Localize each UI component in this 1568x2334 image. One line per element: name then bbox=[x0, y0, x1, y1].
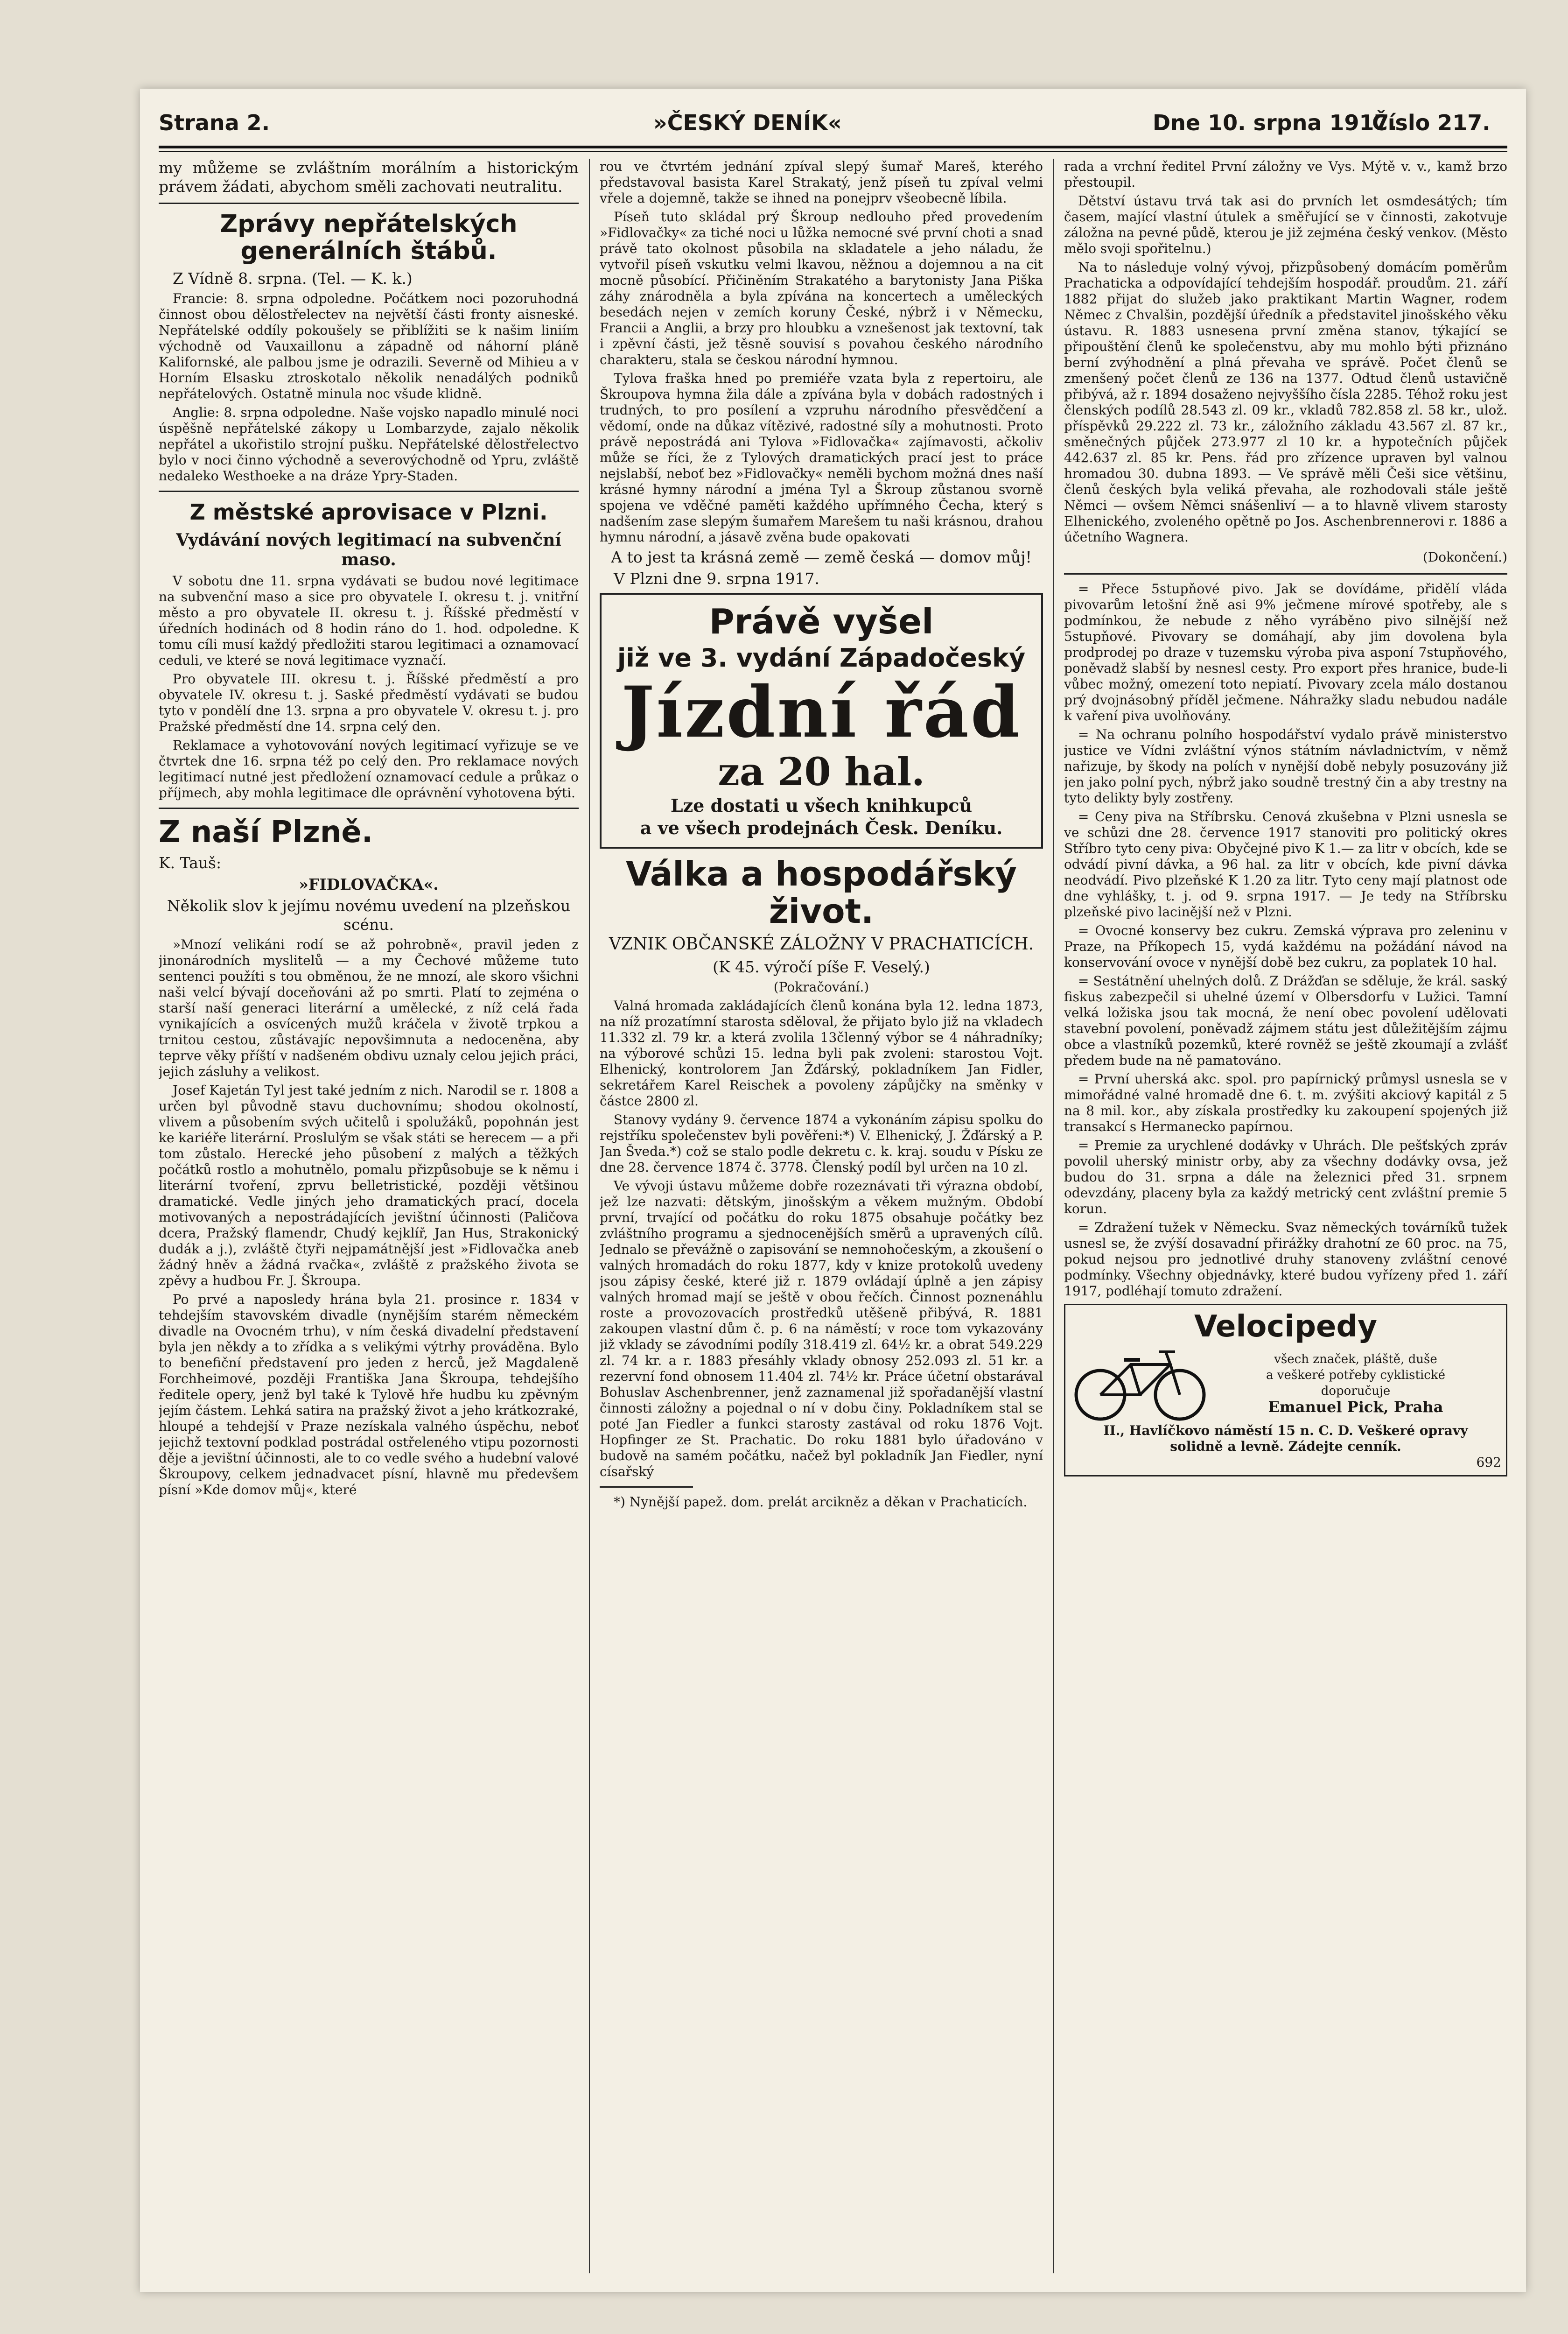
column-3 bbox=[1064, 159, 1507, 2273]
paragraph: Pro obyvatele III. okresu t. j. Říšské předměstí a pro obyvatele IV. okresu t. j. Saské předměstí vydávati se budou tyto v pondělí dne 13. srpna a pro obyvatele V. okresu t. j. pro Pražské předměstí dne 14. srpna celý den. bbox=[159, 671, 579, 734]
paragraph: Reklamace a vyhotovování nových legitimací vyřizuje se ve čtvrtek dne 16. srpna též po celý den. Pro reklamace nových legitimací nutné jest předložení oznamovací cedule a průkaz o příjmech, aby mohla legitimace dle oprávnění vyhotovena býti. bbox=[159, 738, 579, 801]
divider bbox=[159, 203, 579, 204]
header-rule bbox=[159, 146, 1507, 148]
column-1 bbox=[159, 159, 579, 2273]
news-item: = Přece 5stupňové pivo. Jak se dovídáme, přidělí vláda pivovarům letošní žně asi 9% ječmene mírové spotřeby, ale s podmínkou, že nebude z něho vyráběno pivo silnější než 5stupňové. Pivovary se domáhají, aby jim dovolena byla prodprodej po draze v tuzemsku výroba piva asponí 7stupňového, poněvadž slabší by nesnesl cesty. Pro export přes hranice, bude-li vůbec možný, omezení toto nepiatí. Pivovary zcela málo dostanou prý dvojnásobný příděl ječmene. Náhražky sladu nebudou nadále k vaření piva uvolňovány. bbox=[1064, 581, 1507, 724]
news-item: = První uherská akc. spol. pro papírnický průmysl usnesla se v mimořádné valné hromadě dne 6. t. m. zvýšiti akciový kapitál z 5 na 8 mil. kor., aby získala prostředky ku zakoupení spojených již transakcí s Hermanecko papírnou. bbox=[1064, 1071, 1507, 1134]
divider bbox=[159, 491, 579, 492]
ad-title: Velocipedy bbox=[1194, 1309, 1377, 1344]
verse: A to jest ta krásná země — země česká — domov můj! bbox=[611, 548, 1032, 566]
paragraph: Po prvé a naposledy hrána byla 21. prosince r. 1834 v tehdejším stavovském divadle (nynějším starém německém divadle na Ovocném trhu), v ním česká divadelní představení byla jen někdy a to zřídka a s velikými výtrhy prováděna. Bylo to benefiční představení pro jeden z herců, jež Magdaleně Forchheimové, později Františka Jana Škroupa, tehdejšího ředitele opery, jenž byl také k Tylově hře hudbu ku zpěvným jejím částem. Lehká satira na pražský život a jeho krátkozraké, hloupé a tehdejší v Praze nezískala valného úspěchu, neboť jejichž textovní podklad postrádal ostřeleného vtipu pozornosti děje a jevištní účinnosti, ale to co vedle svého a hudební valové Škroupovy, celkem jednadvacet písní, hlavně mu předevšem písní »Kde domov můj«, které bbox=[159, 1292, 579, 1497]
paragraph: rada a vrchní ředitel První záložny ve Vys. Mýtě v. v., kamž brzo přestoupil. bbox=[1064, 159, 1507, 190]
article-title: VZNIK OBČANSKÉ ZÁLOŽNY V PRACHATICÍCH. bbox=[609, 935, 1034, 954]
news-item: = Premie za urychlené dodávky v Uhrách. Dle pešťských zpráv povolil uherský ministr orby, aby za všechny dodávky ovsa, jež budou do 31. srpna a dále na železnici před 31. srpnem odevzdány, placeny byla za každý metrický cent zvláštní premie 5 korun. bbox=[1064, 1138, 1507, 1216]
news-item: = Ceny piva na Stříbrsku. Cenová zkušebna v Plzni usnesla se ve schůzi dne 28. července 1917 stanoviti pro politický okres Stříbro tyto ceny piva: Obyčejné pivo K 1.— za litr v obcích, kde se odvádí pivní dávka, a 96 hal. za litr v obcích, kde pivní dávka neodvádí. Pivo plzeňské K 1.20 za litr. Tyto ceny mají platnost ode dne vyhlášky, t. j. od 9. srpna 1917. — Je tedy na Stříbrsku plzeňské pivo lacinější než v Plzni. bbox=[1064, 809, 1507, 920]
news-item: = Zdražení tužek v Německu. Svaz německých továrníků tužek usnesl se, že zvýší dosavadní přirážky drahotní ze 60 proc. na 75, pokud nejsou pro jednotlivé druhy stanoveny zvláštní cenové podmínky. Všechny objednávky, které budou vyřízeny před 1. září 1917, podléhají tomuto zdražení. bbox=[1064, 1220, 1507, 1299]
section-title: Z naší Plzně. bbox=[159, 815, 373, 850]
section-title: Válka a hospodářský život. bbox=[625, 854, 1017, 931]
paragraph: Anglie: 8. srpna odpoledne. Naše vojsko napadlo minulé noci úspěšně nepřátelské zákopy u Lombarzyde, zajalo několik nepřátel a ukořistilo strojní pušku. Nepřátelské dělostřelectvo bylo v noci činno východně a severovýchodně od Ypru, zvláště nedaleko Westhoeke a na dráze Ypry-Staden. bbox=[159, 405, 579, 484]
page-number: Strana 2. bbox=[159, 110, 270, 135]
section-title: Zprávy nepřátelských generálních štábů. bbox=[220, 210, 518, 265]
paragraph: V sobotu dne 11. srpna vydávati se budou nové legitimace na subvenční maso a sice pro obyvatele I. okresu t. j. vnitřní město a pro obyvatele II. okresu t. j. Říšské předměstí v úředních hodinách od 8 hodin ráno do 1. hod. odpoledne. K tomu cíli musí každý předložiti starou legitimaci a oznamovací ceduli, ve které se nová legitimace vyznačí. bbox=[159, 573, 579, 668]
ad-line: solidně a levně. Zádejte cenník. bbox=[1170, 1439, 1401, 1454]
continuation-mark: (Dokončení.) bbox=[1422, 549, 1507, 565]
news-item: = Na ochranu polního hospodářství vydalo právě ministerstvo justice ve Vídni zvláštní výnos státním návladnictvím, v němž nařizuje, by škody na polích v nynější době nebyly posuzovány již jen jako polní pych, nýbrž jako soudně trestný čin a aby trestny na tyto delikty byly zostřeny. bbox=[1064, 727, 1507, 806]
news-item: = Ovocné konservy bez cukru. Zemská výprava pro zeleninu v Praze, na Příkopech 15, vydá každému na požádání návod na konservování ovoce v nynější době bez cukru, za poplatek 10 hal. bbox=[1064, 923, 1507, 970]
paragraph: Ve vývoji ústavu můžeme dobře rozeznávati tři výrazna období, jež lze nazvati: dětským, jinošským a věkem mužným. Období první, trvající od počátku do roku 1875 obsahuje počátky bez zvláštního programu a sjednocenějších směrů a upravených cílů. Jednalo se převážně o zapisování se nemnohočeským, a zkoušení o valných hromadách do roku 1877, kdy v knize protokolů uvedeny jsou zápisy české, které již r. 1879 ovládají úplně a jen zápisy valných hromad mají se ještě v obou řečích. Činnost poznenáhlu roste a provozovacích prostředků utěšeně přibývá, R. 1881 zakoupen vlastní dům č. p. 6 na náměstí; v roce tom vykazovány již vklady se závodními podíly 318.419 zl. 64½ kr. a obrat 549.229 zl. 74 kr. a r. 1883 přesáhly vklady obnosy 252.093 zl. 51 kr. a rezervní fond obnosem 11.404 zl. 74½ kr. Práce účetní obstarával Bohuslav Aschenbrenner, jenž zaznamenal již spořadanější vlastní činnosti záložny a pojednal o ní v dobu činy. Pokladníkem stal se poté Jan Fiedler a funkci starosty zastával od roku 1876 Vojt. Hopfinger ze St. Prachatic. Do roku 1881 bylo úřadováno v budově na samém počátku, načež byl pokladník Jan Fiedler, nyní císařský bbox=[600, 1178, 1043, 1479]
place-date: V Plzni dne 9. srpna 1917. bbox=[614, 569, 819, 588]
paragraph: Josef Kajetán Tyl jest také jedním z nich. Narodil se r. 1808 a určen byl původně stavu duchovnímu; shodou okolností, vlivem a působením svých učitelů i spolužáků, popohnán jest ke kariéře literární. Proslulým se však státi se herecem — a při tom zůstalo. Herecké jeho působení z malých a těžkých počátků rostlo a mohutnělo, pomalu přizpůsobuje se k němu i literární tvoření, zprvu belletristické, později většinou dramatické. Vedle jiných jeho dramatických prací, docela motivovaných a nepostrádajících jevištní účinnosti (Paličova dcera, Pražský flamendr, Chudý kejklíř, Jan Hus, Strakonický dudák a j.), zvláště čtyři nejpamátnější jest »Fidlovačka aneb žádný hněv a žádná rvačka«, zvláště z pražského života se zpěvy a hudbou Fr. J. Škroupa. bbox=[159, 1083, 579, 1288]
ad-number: 692 bbox=[1476, 1455, 1501, 1470]
paragraph: rou ve čtvrtém jednání zpíval slepý šumař Mareš, kterého představoval basista Karel Strakatý, jenž píseň tu zpíval velmi vřele a dojemně, takže se ihned na ponejprv všeobecně líbila. bbox=[600, 159, 1043, 206]
newspaper-page bbox=[140, 89, 1526, 2292]
footnote-rule bbox=[600, 1486, 693, 1488]
masthead: »ČESKÝ DENÍK« bbox=[653, 110, 842, 135]
ad-line: II., Havlíčkovo náměstí 15 n. C. D. Veškeré opravy bbox=[1103, 1423, 1468, 1438]
issue-number: Číslo 217. bbox=[1372, 110, 1491, 135]
divider bbox=[1064, 573, 1507, 575]
column-divider bbox=[1053, 159, 1054, 2273]
ad-advertiser: Emanuel Pick, Praha bbox=[1268, 1398, 1443, 1416]
column-divider bbox=[589, 159, 590, 2273]
paragraph: Francie: 8. srpna odpoledne. Počátkem noci pozoruhodná činnost obou dělostřelectev na největší části fronty aisneské. Nepřátelské oddíly pokoušely se přiblížiti se k našim liniím východně od Vauxaillonu a západně od náhorní pláně Kalifornské, ale palbou jsme je odrazili. Severně od Mihieu a v Horním Elsasku ztroskotalo několik nenadálých podniků nepřátelových. Ostatně minula noc všude klidně. bbox=[159, 291, 579, 401]
ad-line: Lze dostati u všech knihkupců bbox=[670, 795, 973, 816]
dateline: Z Vídně 8. srpna. (Tel. — K. k.) bbox=[173, 269, 413, 288]
bicycle-advertisement bbox=[1064, 1304, 1507, 1476]
article-title: »FIDLOVAČKA«. bbox=[299, 875, 439, 893]
issue-date: Dne 10. srpna 1917. bbox=[1153, 110, 1397, 135]
paragraph: Píseň tuto skládal prý Škroup nedlouho před provedením »Fidlovačky« za tiché noci u lůžka nemocné své první choti a snad právě tato okolnost působila na skladatele a jeho náladu, že vytvořil píseň vskutku velmi lkavou, něžnou a dojemnou a na cit mocně působící. Přičiněním Strakatého a barytonisty Jana Piška záhy znárodněla a byla zpívána na koncertech a uměleckých besedách nejen v zemích koruny České, nýbrž i v Německu, Francii a Anglii, a brzy pro hloubku a vznešenost jak textovní, tak i zpěvní části, jež těsně souvisí s povahou českého národního charakteru, stala se českou národní hymnou. bbox=[600, 209, 1043, 367]
article-subtitle: (K 45. výročí píše F. Veselý.) bbox=[713, 958, 930, 976]
paragraph: Tylova fraška hned po premiéře vzata byla z repertoiru, ale Škroupova hymna žila dále a zpívána byla v dobách radostných i trudných, to pro posílení a vzpruhu národního přesvědčení a vědomí, onde na důkaz vítězivé, radostné síly a mohutnosti. Proto právě nepostrádá ani Tylova »Fidlovačka« zajímavosti, ačkoliv může se říci, že z Tylových dramatických prací jest to práce nejslabší, neboť bez »Fidlovačky« neměli bychom možná dnes naší krásné hymny národní a jména Tyl a Škroup zůstanou svorně spojena ve vděčné paměti každého upřímného Čecha, který s nadšením zase slepým šumařem Marešem tu naši krásnou, drahou hymnu národní, a jásavě zvěna bude opakovati bbox=[600, 371, 1043, 545]
ad-title: Jízdní řád bbox=[621, 671, 1022, 753]
ad-line: a veškeré potřeby cyklistické bbox=[1266, 1368, 1445, 1382]
page-header bbox=[159, 105, 1507, 143]
author: K. Tauš: bbox=[159, 854, 222, 872]
article-subtitle: Několik slov k jejímu novému uvedení na plzeňskou scénu. bbox=[167, 897, 571, 934]
paragraph: my můžeme se zvláštním morálním a historickým právem žádati, abychom směli zachovati neutralitu. bbox=[159, 159, 579, 196]
section-title: Z městské aprovisace v Plzni. bbox=[189, 499, 548, 525]
ad-headline: Právě vyšel bbox=[709, 602, 934, 642]
column-2 bbox=[600, 159, 1043, 2273]
timetable-advertisement bbox=[600, 593, 1043, 849]
paragraph: Dětství ústavu trvá tak asi do prvních let osmdesátých; tím časem, mající vlastní útulek a směřující se v činnosti, zakotvuje záložna na pevné půdě, kterou je již zejména český venkov. (Město mělo svoji spořitelnu.) bbox=[1064, 193, 1507, 256]
continuation-note: (Pokračování.) bbox=[773, 979, 869, 995]
bicycle-icon bbox=[1070, 1343, 1210, 1423]
paragraph: Stanovy vydány 9. července 1874 a vykonáním zápisu spolku do rejstříku společenstev byli pověřeni:*) V. Elhenický, J. Žďárský a P. Jan Šveda.*) což se stalo podle dekretu c. k. kraj. soudu v Písku ze dne 28. července 1874 č. 3778. Členský podíl byl určen na 10 zl. bbox=[600, 1112, 1043, 1175]
paragraph: Valná hromada zakládajících členů konána byla 12. ledna 1873, na níž prozatímní starosta sděloval, že přijato bylo již na vkladech 11.332 zl. 79 kr. a která zvolila 13členný výbor se 4 náhradníky; na výborové schůzi 15. ledna byli pak zvoleni: starostou Vojt. Elhenický, kontrolorem Jan Žďárský, pokladníkem Jan Fidler, sekretářem Karel Reischek a povoleny zápůjčky na směnky v částce 2800 zl. bbox=[600, 998, 1043, 1109]
news-item: = Sestátnění uhelných dolů. Z Drážďan se sděluje, že král. saský fiskus zabezpečil si uhelné území v Olbersdorfu v Lužici. Tamní velká ložiska jsou tak mocná, že není obec povolení udělovati stavební povolení, poněvadž zájmem státu jest důležitějším zájmu obce a vlastníků pozemků, které rovněž se ještě zkoumají a zvlášť předem bude na ně pamatováno. bbox=[1064, 973, 1507, 1068]
ad-line: již ve 3. vydání Západočeský bbox=[617, 643, 1026, 673]
footnote: *) Nynější papež. dom. prelát arcikněz a děkan v Prachaticích. bbox=[614, 1494, 1028, 1510]
header-rule-thin bbox=[159, 151, 1507, 152]
ad-line: všech značek, pláště, duše bbox=[1274, 1352, 1437, 1366]
ad-line: a ve všech prodejnách Česk. Deníku. bbox=[640, 817, 1003, 838]
paragraph: »Mnozí velikáni rodí se až pohrobně«, pravil jeden z jinonárodních myslitelů — a my Čechové můžeme tuto sentenci použíti s tou obměnou, že ne mnozí, ale skoro všichni naši velcí bývají doceňováni až po smrti. Platí to zejména o starší naší generaci literární a umělecké, z níž celá řada vynikajících a osvícených mužů kráčela v životě trpkou a trnitou cestou, zůstávajíc nepovšimnuta a nedoceněna, aby teprve věky příští v nadšeném obdivu uznaly celou jejich práci, jejich zásluhy a velikost. bbox=[159, 937, 579, 1079]
paragraph: Na to následuje volný vývoj, přizpůsobený domácím poměrům Prachaticka a odpovídající tehdejším hospodář. proudům. 21. září 1882 přijat do služeb jako praktikant Martin Wagner, rodem Němec z Chvalšin, pozdější úředník a představitel jinošského věku ústavu. R. 1883 usnesena první změna stanov, týkající se připouštění členů ke společenstvu, aby mu mohlo býti přiznáno berní zvýhodnění a plná převaha ve správě. Počet členů se zmenšený počet členů ze 136 na 1377. Odtud členů ustavičně přibývá, až r. 1894 dosaženo nejvyššího čísla 2285. Téhož roku jest členských podílů 28.543 zl. 09 kr., vkladů 782.858 zl. 58 kr., ulož. příspěvků 29.222 zl. 73 kr., záložního základu 43.567 zl. 87 kr., směnečných půjček 273.977 zl 10 kr. a hypotečních půjček 442.637 zl. 85 kr. Pens. řád pro zřízence upraven byl valnou hromadou 30. dubna 1893. — Ve správě měli Češi sice většinu, členů českých byla veliká převaha, ale rozhodovali stále ještě Němci — ovšem Němci snášenliví — a to hlavně vlivem starosty Elhenického, zvoleného opětně po Jos. Aschenbrennerovi r. 1886 a účetního Wagnera. bbox=[1064, 260, 1507, 545]
ad-price: za 20 hal. bbox=[718, 750, 925, 794]
section-subtitle: Vydávání nových legitimací na subvenční maso. bbox=[176, 530, 561, 569]
ad-line: doporučuje bbox=[1321, 1384, 1391, 1398]
divider bbox=[159, 808, 579, 809]
